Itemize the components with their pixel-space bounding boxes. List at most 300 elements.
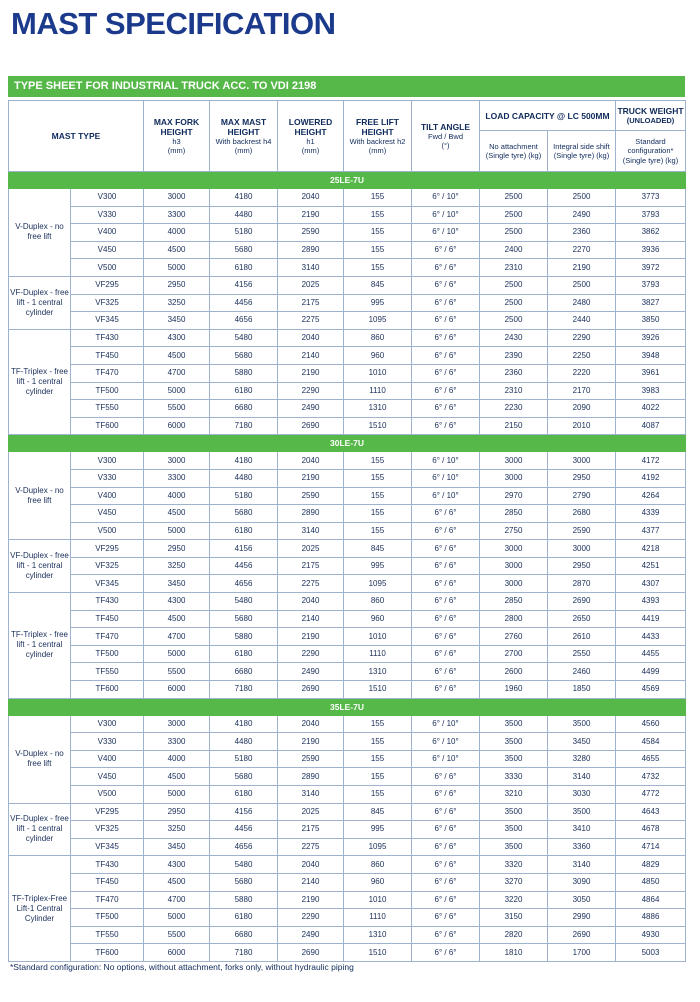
- table-cell: 1510: [344, 417, 412, 435]
- table-cell: 3000: [480, 540, 548, 558]
- table-cell: 4732: [616, 768, 686, 786]
- table-cell: 6° / 10°: [412, 224, 480, 242]
- footnote: *Standard configuration: No options, without attachment, forks only, without hydraulic piping: [10, 962, 354, 972]
- table-cell: 3300: [144, 733, 210, 751]
- table-cell: 4700: [144, 628, 210, 646]
- page-title: MAST SPECIFICATION: [11, 6, 336, 41]
- table-cell: 6° / 6°: [412, 610, 480, 628]
- table-cell: 3500: [480, 733, 548, 751]
- table-cell: 3000: [480, 452, 548, 470]
- table-cell: 4656: [210, 312, 278, 330]
- table-row: [9, 259, 686, 277]
- table-cell: 5500: [144, 400, 210, 418]
- table-cell: 4000: [144, 487, 210, 505]
- table-row: [9, 926, 686, 944]
- table-cell: 4560: [616, 715, 686, 733]
- model-row: [9, 698, 686, 715]
- table-cell: 2610: [548, 628, 616, 646]
- table-cell: 7180: [210, 681, 278, 699]
- table-cell: 4218: [616, 540, 686, 558]
- table-cell: 4656: [210, 838, 278, 856]
- table-cell: 2310: [480, 382, 548, 400]
- table-row: [9, 873, 686, 891]
- table-cell: 3000: [480, 557, 548, 575]
- table-cell: 2690: [278, 681, 344, 699]
- table-cell: 3500: [480, 715, 548, 733]
- table-cell: 2220: [548, 364, 616, 382]
- table-cell: 4480: [210, 469, 278, 487]
- table-cell: 2175: [278, 294, 344, 312]
- table-cell: 3360: [548, 838, 616, 856]
- table-cell: 6180: [210, 522, 278, 540]
- table-row: [9, 645, 686, 663]
- header-lowered-height: LOWERED HEIGHT h1 (mm): [278, 101, 344, 172]
- table-cell: 2500: [480, 206, 548, 224]
- mast-code: TF450: [71, 610, 144, 628]
- table-cell: 2190: [278, 628, 344, 646]
- table-cell: 6° / 6°: [412, 803, 480, 821]
- table-cell: 5180: [210, 487, 278, 505]
- table-cell: 2890: [278, 505, 344, 523]
- table-cell: 6° / 6°: [412, 400, 480, 418]
- table-cell: 4180: [210, 452, 278, 470]
- table-row: [9, 487, 686, 505]
- mast-code: TF430: [71, 329, 144, 347]
- table-cell: 3500: [548, 715, 616, 733]
- mast-code: TF550: [71, 926, 144, 944]
- table-cell: 3983: [616, 382, 686, 400]
- table-cell: 155: [344, 241, 412, 259]
- table-cell: 2500: [548, 276, 616, 294]
- table-cell: 155: [344, 206, 412, 224]
- table-cell: 5003: [616, 944, 686, 962]
- table-cell: 1095: [344, 575, 412, 593]
- table-row: [9, 610, 686, 628]
- table-cell: 3961: [616, 364, 686, 382]
- table-cell: 2680: [548, 505, 616, 523]
- mast-group-label: VF-Duplex - free lift - 1 central cylinder: [9, 803, 71, 856]
- table-cell: 5680: [210, 505, 278, 523]
- table-cell: 3250: [144, 821, 210, 839]
- table-cell: 2040: [278, 189, 344, 207]
- table-cell: 3450: [144, 575, 210, 593]
- table-cell: 2950: [144, 803, 210, 821]
- table-cell: 5680: [210, 241, 278, 259]
- table-cell: 2040: [278, 593, 344, 611]
- table-cell: 155: [344, 505, 412, 523]
- table-cell: 2190: [278, 469, 344, 487]
- mast-code: V400: [71, 487, 144, 505]
- table-cell: 4643: [616, 803, 686, 821]
- table-cell: 2310: [480, 259, 548, 277]
- table-cell: 2270: [548, 241, 616, 259]
- header-tilt-angle: TILT ANGLE Fwd / Bwd (°): [412, 101, 480, 172]
- table-cell: 2390: [480, 347, 548, 365]
- table-cell: 4172: [616, 452, 686, 470]
- table-cell: 1110: [344, 382, 412, 400]
- model-name: 25LE-7U: [9, 172, 686, 189]
- table-cell: 1510: [344, 944, 412, 962]
- table-body: [9, 172, 686, 962]
- table-cell: 155: [344, 469, 412, 487]
- table-row: [9, 522, 686, 540]
- table-cell: 4700: [144, 364, 210, 382]
- table-cell: 3410: [548, 821, 616, 839]
- table-cell: 2550: [548, 645, 616, 663]
- table-cell: 6180: [210, 382, 278, 400]
- table-cell: 5000: [144, 522, 210, 540]
- mast-group-label: VF-Duplex - free lift - 1 central cylinder: [9, 540, 71, 593]
- table-cell: 4000: [144, 750, 210, 768]
- table-cell: 1095: [344, 838, 412, 856]
- table-cell: 2950: [144, 540, 210, 558]
- table-cell: 155: [344, 189, 412, 207]
- table-cell: 6680: [210, 926, 278, 944]
- table-cell: 155: [344, 750, 412, 768]
- table-cell: 4419: [616, 610, 686, 628]
- table-cell: 2500: [480, 189, 548, 207]
- mast-code: TF430: [71, 593, 144, 611]
- table-cell: 6° / 10°: [412, 733, 480, 751]
- table-cell: 5500: [144, 663, 210, 681]
- mast-code: VF325: [71, 557, 144, 575]
- table-cell: 2190: [278, 206, 344, 224]
- table-cell: 2760: [480, 628, 548, 646]
- table-row: [9, 575, 686, 593]
- table-row: [9, 347, 686, 365]
- table-cell: 6° / 6°: [412, 768, 480, 786]
- table-cell: 4022: [616, 400, 686, 418]
- table-row: [9, 241, 686, 259]
- table-cell: 4829: [616, 856, 686, 874]
- table-cell: 4499: [616, 663, 686, 681]
- table-header: [9, 101, 686, 172]
- table-cell: 3330: [480, 768, 548, 786]
- table-cell: 5000: [144, 259, 210, 277]
- table-cell: 4456: [210, 294, 278, 312]
- table-cell: 6180: [210, 259, 278, 277]
- table-row: [9, 294, 686, 312]
- table-cell: 4864: [616, 891, 686, 909]
- table-cell: 2500: [480, 294, 548, 312]
- table-cell: 4307: [616, 575, 686, 593]
- table-cell: 2590: [278, 750, 344, 768]
- table-row: [9, 663, 686, 681]
- table-row: [9, 382, 686, 400]
- table-cell: 3280: [548, 750, 616, 768]
- table-cell: 6° / 6°: [412, 856, 480, 874]
- table-cell: 6° / 6°: [412, 364, 480, 382]
- table-cell: 155: [344, 522, 412, 540]
- table-cell: 3150: [480, 909, 548, 927]
- table-cell: 6° / 6°: [412, 347, 480, 365]
- table-cell: 845: [344, 803, 412, 821]
- table-cell: 155: [344, 452, 412, 470]
- table-cell: 3862: [616, 224, 686, 242]
- table-cell: 960: [344, 873, 412, 891]
- mast-code: TF600: [71, 681, 144, 699]
- table-cell: 1850: [548, 681, 616, 699]
- table-cell: 2025: [278, 540, 344, 558]
- table-cell: 2890: [278, 241, 344, 259]
- table-cell: 3827: [616, 294, 686, 312]
- table-cell: 3500: [480, 750, 548, 768]
- table-cell: 155: [344, 786, 412, 804]
- mast-code: VF345: [71, 838, 144, 856]
- table-cell: 3140: [278, 522, 344, 540]
- table-cell: 6° / 6°: [412, 382, 480, 400]
- table-cell: 1510: [344, 681, 412, 699]
- table-cell: 960: [344, 347, 412, 365]
- table-cell: 6° / 10°: [412, 189, 480, 207]
- header-standard-configuration: Standard configuration* (Single tyre) (kg): [616, 131, 686, 172]
- table-cell: 4455: [616, 645, 686, 663]
- table-cell: 5000: [144, 909, 210, 927]
- table-cell: 6° / 6°: [412, 259, 480, 277]
- mast-code: TF550: [71, 400, 144, 418]
- model-name: 30LE-7U: [9, 435, 686, 452]
- table-cell: 2290: [548, 329, 616, 347]
- table-cell: 4433: [616, 628, 686, 646]
- table-cell: 6° / 6°: [412, 909, 480, 927]
- table-cell: 5480: [210, 593, 278, 611]
- table-cell: 2040: [278, 715, 344, 733]
- mast-code: VF325: [71, 821, 144, 839]
- table-cell: 2460: [548, 663, 616, 681]
- table-row: [9, 276, 686, 294]
- table-cell: 995: [344, 557, 412, 575]
- table-cell: 4850: [616, 873, 686, 891]
- table-cell: 155: [344, 733, 412, 751]
- table-cell: 1010: [344, 628, 412, 646]
- table-cell: 6° / 10°: [412, 715, 480, 733]
- table-cell: 155: [344, 259, 412, 277]
- mast-code: VF295: [71, 803, 144, 821]
- table-cell: 6° / 6°: [412, 821, 480, 839]
- table-cell: 2290: [278, 645, 344, 663]
- table-cell: 3270: [480, 873, 548, 891]
- table-cell: 6180: [210, 786, 278, 804]
- table-cell: 4300: [144, 329, 210, 347]
- table-cell: 6° / 6°: [412, 681, 480, 699]
- table-cell: 5000: [144, 382, 210, 400]
- table-row: [9, 329, 686, 347]
- table-cell: 6680: [210, 400, 278, 418]
- table-row: [9, 417, 686, 435]
- table-cell: 4500: [144, 241, 210, 259]
- table-cell: 6° / 6°: [412, 276, 480, 294]
- table-cell: 6° / 6°: [412, 593, 480, 611]
- table-cell: 5880: [210, 891, 278, 909]
- table-cell: 155: [344, 224, 412, 242]
- table-cell: 4180: [210, 189, 278, 207]
- table-row: [9, 821, 686, 839]
- table-cell: 2010: [548, 417, 616, 435]
- table-cell: 2700: [480, 645, 548, 663]
- table-cell: 6° / 6°: [412, 944, 480, 962]
- table-cell: 5680: [210, 610, 278, 628]
- mast-code: TF500: [71, 909, 144, 927]
- table-cell: 845: [344, 540, 412, 558]
- table-cell: 2190: [278, 364, 344, 382]
- header-max-fork-height: MAX FORK HEIGHT h3 (mm): [144, 101, 210, 172]
- table-cell: 2500: [480, 276, 548, 294]
- table-cell: 2190: [278, 891, 344, 909]
- table-cell: 2690: [278, 944, 344, 962]
- mast-code: V330: [71, 206, 144, 224]
- table-cell: 2590: [278, 487, 344, 505]
- table-cell: 3220: [480, 891, 548, 909]
- mast-code: TF500: [71, 382, 144, 400]
- table-cell: 2170: [548, 382, 616, 400]
- mast-code: V400: [71, 224, 144, 242]
- table-cell: 2150: [480, 417, 548, 435]
- table-cell: 6000: [144, 417, 210, 435]
- table-cell: 1010: [344, 364, 412, 382]
- table-cell: 5680: [210, 347, 278, 365]
- table-cell: 860: [344, 329, 412, 347]
- table-cell: 6° / 6°: [412, 241, 480, 259]
- table-row: [9, 593, 686, 611]
- mast-code: V500: [71, 786, 144, 804]
- table-cell: 3300: [144, 469, 210, 487]
- table-cell: 4500: [144, 768, 210, 786]
- table-cell: 2590: [548, 522, 616, 540]
- mast-code: TF450: [71, 347, 144, 365]
- table-cell: 3450: [144, 838, 210, 856]
- table-row: [9, 750, 686, 768]
- table-cell: 2690: [278, 417, 344, 435]
- model-name: 35LE-7U: [9, 698, 686, 715]
- table-cell: 3300: [144, 206, 210, 224]
- table-cell: 2360: [480, 364, 548, 382]
- table-cell: 6° / 6°: [412, 329, 480, 347]
- table-cell: 2500: [480, 224, 548, 242]
- table-cell: 2850: [480, 593, 548, 611]
- table-cell: 2140: [278, 347, 344, 365]
- table-cell: 2025: [278, 803, 344, 821]
- mast-code: TF600: [71, 417, 144, 435]
- header-integral-side-shift: Integral side shift (Single tyre) (kg): [548, 131, 616, 172]
- table-cell: 2250: [548, 347, 616, 365]
- table-cell: 1010: [344, 891, 412, 909]
- table-cell: 6° / 6°: [412, 522, 480, 540]
- table-cell: 3000: [144, 189, 210, 207]
- table-cell: 6° / 6°: [412, 505, 480, 523]
- table-cell: 1960: [480, 681, 548, 699]
- table-cell: 3850: [616, 312, 686, 330]
- table-cell: 3090: [548, 873, 616, 891]
- model-row: [9, 172, 686, 189]
- table-cell: 2290: [278, 909, 344, 927]
- table-row: [9, 768, 686, 786]
- table-cell: 155: [344, 715, 412, 733]
- table-cell: 2950: [548, 557, 616, 575]
- table-cell: 3450: [548, 733, 616, 751]
- mast-code: V300: [71, 452, 144, 470]
- table-cell: 4393: [616, 593, 686, 611]
- header-free-lift-height: FREE LIFT HEIGHT With backrest h2 (mm): [344, 101, 412, 172]
- table-cell: 4300: [144, 856, 210, 874]
- table-cell: 2990: [548, 909, 616, 927]
- table-cell: 3450: [144, 312, 210, 330]
- table-cell: 3320: [480, 856, 548, 874]
- table-cell: 2480: [548, 294, 616, 312]
- table-cell: 1095: [344, 312, 412, 330]
- mast-code: TF500: [71, 645, 144, 663]
- table-cell: 995: [344, 294, 412, 312]
- table-cell: 960: [344, 610, 412, 628]
- table-cell: 2850: [480, 505, 548, 523]
- table-cell: 6° / 6°: [412, 557, 480, 575]
- table-cell: 3000: [548, 540, 616, 558]
- mast-code: V330: [71, 469, 144, 487]
- table-cell: 2400: [480, 241, 548, 259]
- table-cell: 2190: [278, 733, 344, 751]
- table-cell: 4569: [616, 681, 686, 699]
- table-cell: 3000: [144, 452, 210, 470]
- table-cell: 4500: [144, 505, 210, 523]
- table-cell: 6° / 6°: [412, 891, 480, 909]
- table-cell: 2190: [548, 259, 616, 277]
- table-cell: 4339: [616, 505, 686, 523]
- table-cell: 2650: [548, 610, 616, 628]
- mast-group-label: TF-Triplex - free lift - 1 central cylinder: [9, 593, 71, 699]
- table-cell: 1810: [480, 944, 548, 962]
- mast-group-label: TF-Triplex - free lift - 1 central cylinder: [9, 329, 71, 435]
- table-cell: 4251: [616, 557, 686, 575]
- table-cell: 995: [344, 821, 412, 839]
- mast-group-label: V-Duplex - no free lift: [9, 715, 71, 803]
- table-cell: 2890: [278, 768, 344, 786]
- table-cell: 6° / 6°: [412, 575, 480, 593]
- table-row: [9, 786, 686, 804]
- table-row: [9, 856, 686, 874]
- table-cell: 4480: [210, 733, 278, 751]
- table-row: [9, 733, 686, 751]
- table-cell: 5680: [210, 768, 278, 786]
- table-cell: 4656: [210, 575, 278, 593]
- table-cell: 3926: [616, 329, 686, 347]
- table-cell: 3250: [144, 294, 210, 312]
- table-cell: 2590: [278, 224, 344, 242]
- table-row: [9, 715, 686, 733]
- table-cell: 4678: [616, 821, 686, 839]
- table-cell: 6° / 6°: [412, 312, 480, 330]
- table-cell: 6000: [144, 944, 210, 962]
- table-cell: 4886: [616, 909, 686, 927]
- table-row: [9, 400, 686, 418]
- table-cell: 5680: [210, 873, 278, 891]
- mast-code: TF470: [71, 891, 144, 909]
- table-row: [9, 628, 686, 646]
- table-cell: 4087: [616, 417, 686, 435]
- table-cell: 3140: [278, 786, 344, 804]
- table-cell: 155: [344, 487, 412, 505]
- table-cell: 1700: [548, 944, 616, 962]
- table-cell: 6° / 6°: [412, 663, 480, 681]
- mast-code: TF550: [71, 663, 144, 681]
- table-cell: 6° / 6°: [412, 628, 480, 646]
- table-cell: 2175: [278, 557, 344, 575]
- mast-code: V500: [71, 522, 144, 540]
- table-cell: 5480: [210, 329, 278, 347]
- table-cell: 4500: [144, 347, 210, 365]
- mast-code: V300: [71, 715, 144, 733]
- table-cell: 6° / 6°: [412, 540, 480, 558]
- table-cell: 4930: [616, 926, 686, 944]
- table-row: [9, 364, 686, 382]
